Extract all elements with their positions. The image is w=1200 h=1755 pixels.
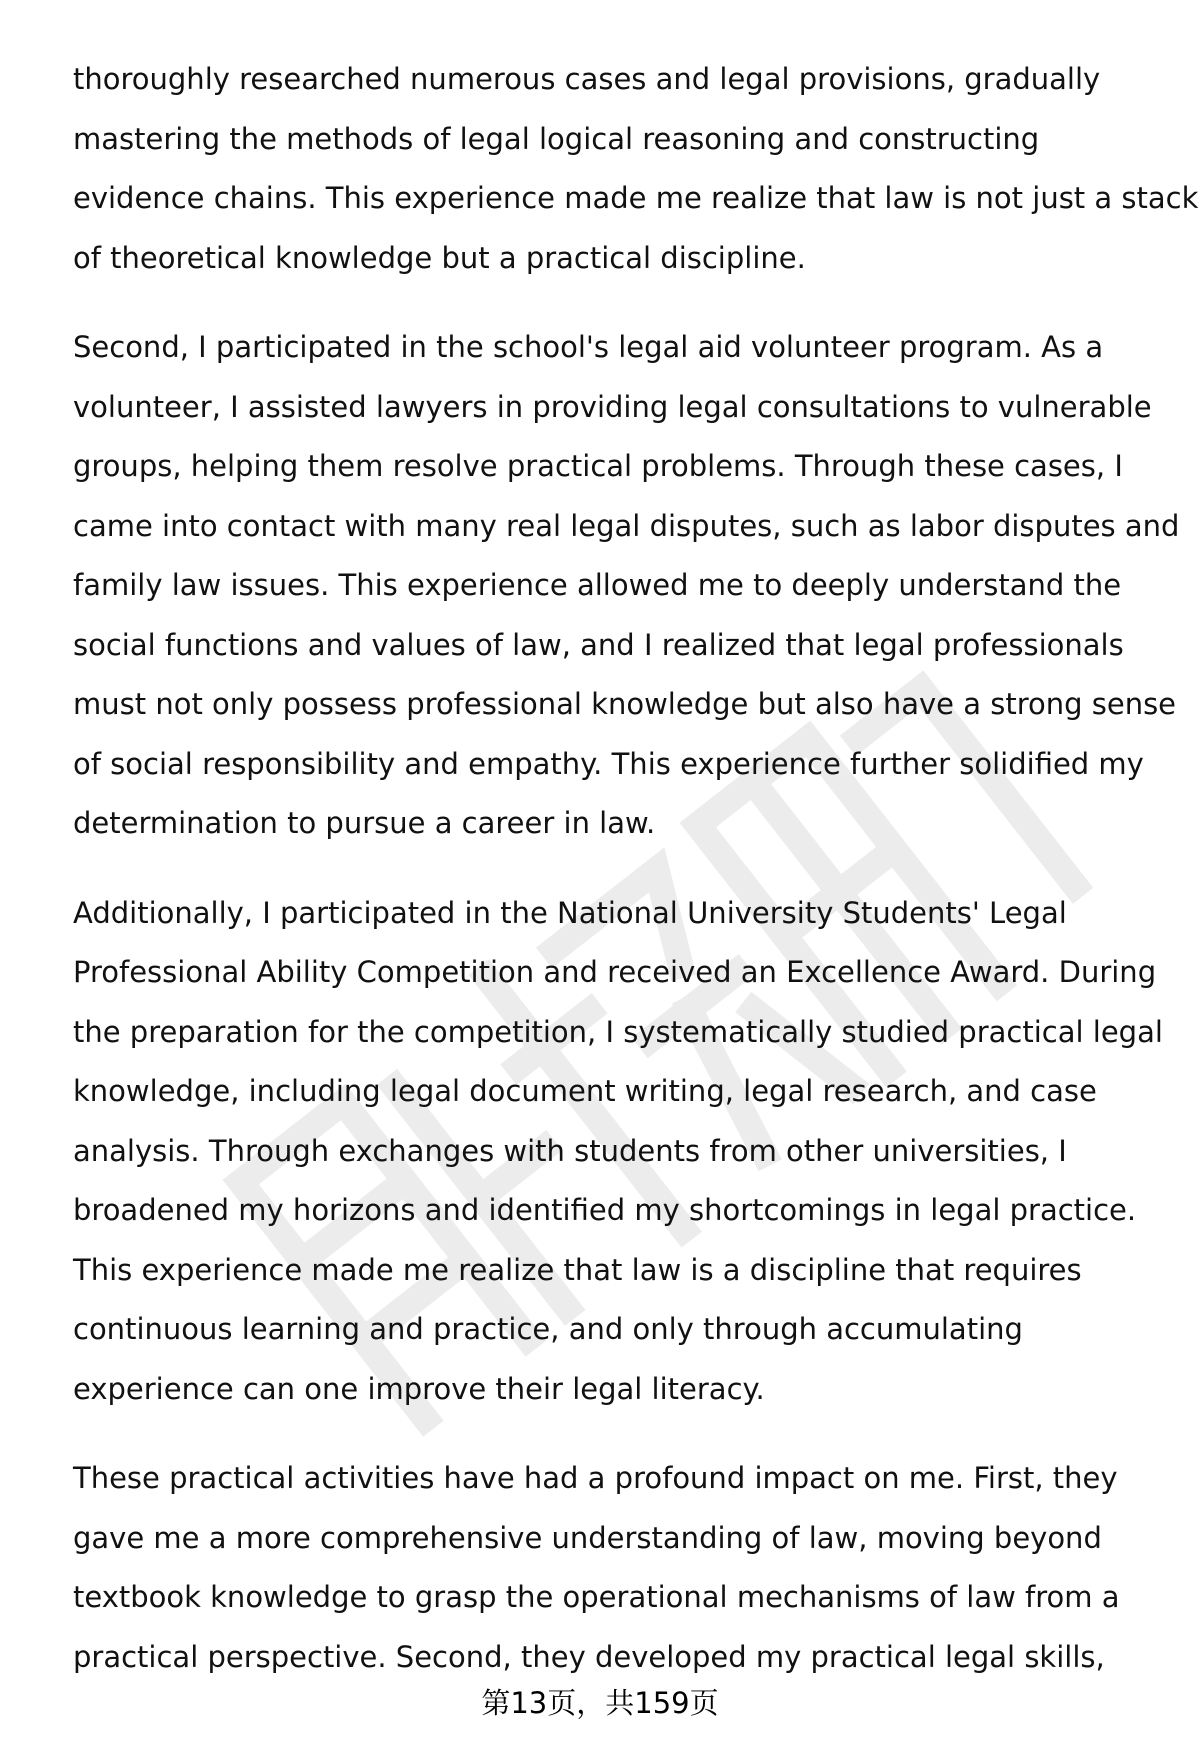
text-line: volunteer, I assisted lawyers in providing legal consultations to vulnerable bbox=[73, 389, 1152, 424]
paragraph bbox=[73, 50, 1199, 288]
document-body bbox=[73, 50, 1199, 1717]
text-line: evidence chains. This experience made me realize that law is not just a stack bbox=[73, 181, 1199, 215]
text-line: mastering the methods of legal logical reasoning and constructing bbox=[73, 121, 1040, 156]
text-line: of theoretical knowledge but a practical discipline. bbox=[73, 240, 806, 275]
text-line: practical perspective. Second, they developed my practical legal skills, bbox=[73, 1639, 1105, 1674]
text-line: the preparation for the competition, I systematically studied practical legal bbox=[73, 1014, 1163, 1049]
text-line: broadened my horizons and identified my shortcomings in legal practice. bbox=[73, 1193, 1137, 1227]
text-line: continuous learning and practice, and only through accumulating bbox=[73, 1312, 1023, 1346]
text-line: Professional Ability Competition and received an Excellence Award. During bbox=[73, 955, 1157, 989]
text-line: This experience made me realize that law is a discipline that requires bbox=[73, 1252, 1082, 1287]
paragraph bbox=[73, 884, 1163, 1420]
paragraph bbox=[73, 318, 1180, 854]
text-line: family law issues. This experience allowed me to deeply understand the bbox=[73, 568, 1122, 602]
paragraph bbox=[73, 1449, 1163, 1687]
text-line: Second, I participated in the school's legal aid volunteer program. As a bbox=[73, 330, 1104, 364]
text-line: experience can one improve their legal literacy. bbox=[73, 1371, 765, 1406]
text-line: textbook knowledge to grasp the operational mechanisms of law from a bbox=[73, 1580, 1120, 1614]
text-line: groups, helping them resolve practical problems. Through these cases, I bbox=[73, 449, 1123, 483]
text-line: social functions and values of law, and I realized that legal professionals bbox=[73, 627, 1124, 662]
text-line: knowledge, including legal document writing, legal research, and case bbox=[73, 1074, 1097, 1108]
text-line: gave me a more comprehensive understanding of law, moving beyond bbox=[73, 1520, 1102, 1555]
text-line: came into contact with many real legal disputes, such as labor disputes and bbox=[73, 508, 1180, 543]
text-line: These practical activities have had a profound impact on me. First, they bbox=[73, 1461, 1118, 1495]
text-line: must not only possess professional knowledge but also have a strong sense bbox=[73, 687, 1177, 721]
page-number: 第13页，共159页 bbox=[481, 1686, 719, 1720]
text-line: thoroughly researched numerous cases and legal provisions, gradually bbox=[73, 62, 1101, 96]
text-line: analysis. Through exchanges with students from other universities, I bbox=[73, 1133, 1067, 1168]
text-line: of social responsibility and empathy. This experience further solidified my bbox=[73, 746, 1144, 781]
text-line: Additionally, I participated in the National University Students' Legal bbox=[73, 895, 1067, 930]
text-line: determination to pursue a career in law. bbox=[73, 806, 656, 840]
